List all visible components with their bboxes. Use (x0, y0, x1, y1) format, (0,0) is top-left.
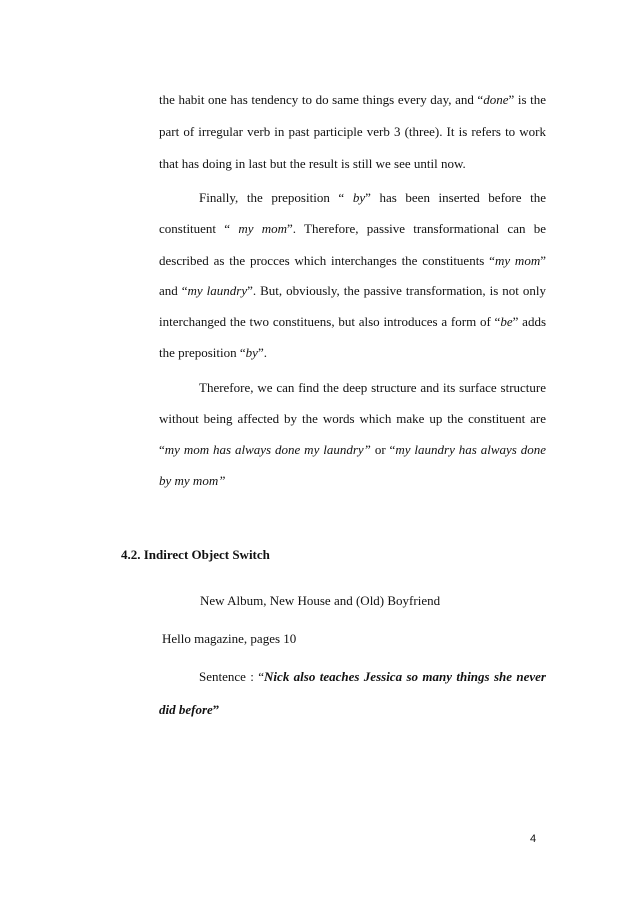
paragraph-line: part of irregular verb in past participle verb 3 (three). It is refers to work (159, 124, 546, 139)
paragraph-line: the habit one has tendency to do same things every day, and “done” is the (159, 92, 546, 107)
example-sentence-line: Sentence : “Nick also teaches Jessica so many things she never (199, 669, 546, 684)
paragraph-line: described as the procces which interchanges the constituents “my mom” (159, 253, 546, 268)
paragraph-line: by my mom” (159, 473, 226, 488)
paragraph-line: “my mom has always done my laundry” or “my laundry has always done (159, 442, 546, 457)
paragraph-line: the preposition “by”. (159, 345, 267, 360)
source-citation: Hello magazine, pages 10 (162, 631, 297, 646)
section-heading: 4.2. Indirect Object Switch (121, 547, 270, 562)
article-title: New Album, New House and (Old) Boyfriend (200, 593, 441, 608)
paragraph-line: without being affected by the words which make up the constituent are (159, 411, 546, 426)
paragraph-line: that has doing in last but the result is still we see until now. (159, 156, 466, 171)
paragraph-line: Therefore, we can find the deep structure and its surface structure (199, 380, 546, 395)
paragraph-line: Finally, the preposition “ by” has been inserted before the (199, 190, 546, 205)
page-number: 4 (530, 833, 537, 845)
paragraph-line: constituent “ my mom”. Therefore, passive transformational can be (159, 221, 546, 236)
example-sentence-line: did before” (159, 702, 220, 717)
paragraph-line: interchanged the two constituens, but also introduces a form of “be” adds (159, 314, 546, 329)
paragraph-line: and “my laundry”. But, obviously, the passive transformation, is not only (159, 283, 546, 298)
